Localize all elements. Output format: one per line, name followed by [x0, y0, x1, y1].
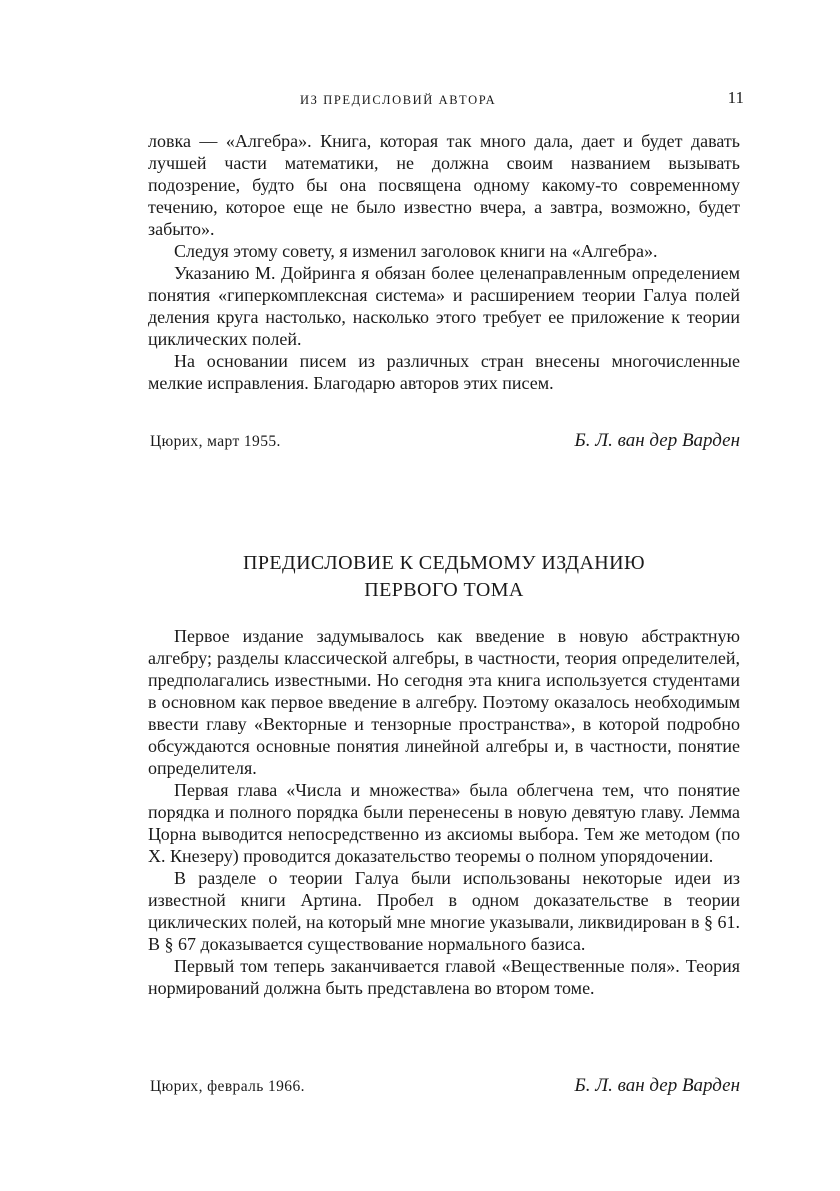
- paragraph: Указанию М. Дойринга я обязан более целенаправленным определением понятия «гиперкомплексная система» и расширением теории Галуа полей деления круга настолько, насколько этого требует ее приложение к теории циклических полей.: [148, 263, 740, 349]
- paragraph: Следуя этому совету, я изменил заголовок книги на «Алгебра».: [174, 241, 658, 261]
- page-header: [0, 88, 840, 112]
- paragraph: В разделе о теории Галуа были использованы некоторые идеи из известной книги Артина. Пробел в одном доказательстве в теории циклических полей, на который мне многие указывали, ликвидирован в § 61. В § 67 доказывается существование нормального базиса.: [148, 868, 740, 954]
- author-signature: Б. Л. ван дер Варден: [574, 430, 740, 451]
- paragraph: На основании писем из различных стран внесены многочисленные мелкие исправления. Благодарю авторов этих писем.: [148, 351, 740, 393]
- title-line-1: ПРЕДИСЛОВИЕ К СЕДЬМОМУ ИЗДАНИЮ: [243, 552, 645, 574]
- signature-block-1955: [148, 430, 740, 454]
- preface-continuation: [148, 130, 740, 394]
- author-signature: Б. Л. ван дер Варден: [574, 1075, 740, 1096]
- paragraph: Первая глава «Числа и множества» была облегчена тем, что понятие порядка и полного порядка были перенесены в новую девятую главу. Лемма Цорна выводится непосредственно из аксиомы выбора. Тем же методом (по X. Кнезеру) проводится доказательство теоремы о полном упорядочении.: [148, 780, 740, 866]
- place-date: Цюрих, февраль 1966.: [150, 1078, 305, 1095]
- signature-block-1966: [148, 1075, 740, 1099]
- place-date: Цюрих, март 1955.: [150, 433, 281, 450]
- page-number: 11: [727, 88, 744, 107]
- section-title: [148, 550, 740, 604]
- running-head: ИЗ ПРЕДИСЛОВИЙ АВТОРА: [300, 93, 497, 107]
- paragraph: Первое издание задумывалось как введение в новую абстрактную алгебру; разделы классической алгебры, в частности, теория определителей, предполагались известными. Но сегодня эта книга используется студентами в основном как первое введение в алгебру. Поэтому оказалось необходимым ввести главу «Векторные и тензорные пространства», в которой подробно обсуждаются основные понятия линейной алгебры и, в частности, понятие определителя.: [148, 626, 740, 778]
- paragraph: Первый том теперь заканчивается главой «Вещественные поля». Теория нормирований должна быть представлена во втором томе.: [148, 956, 740, 998]
- title-line-2: ПЕРВОГО ТОМА: [364, 579, 524, 601]
- paragraph: ловка — «Алгебра». Книга, которая так много дала, дает и будет давать лучшей части математики, не должна своим названием вызывать подозрение, будто бы она посвящена одному какому-то современному течению, которое еще не было известно вчера, а завтра, возможно, будет забыто».: [148, 131, 740, 239]
- seventh-edition-preface: [148, 625, 740, 999]
